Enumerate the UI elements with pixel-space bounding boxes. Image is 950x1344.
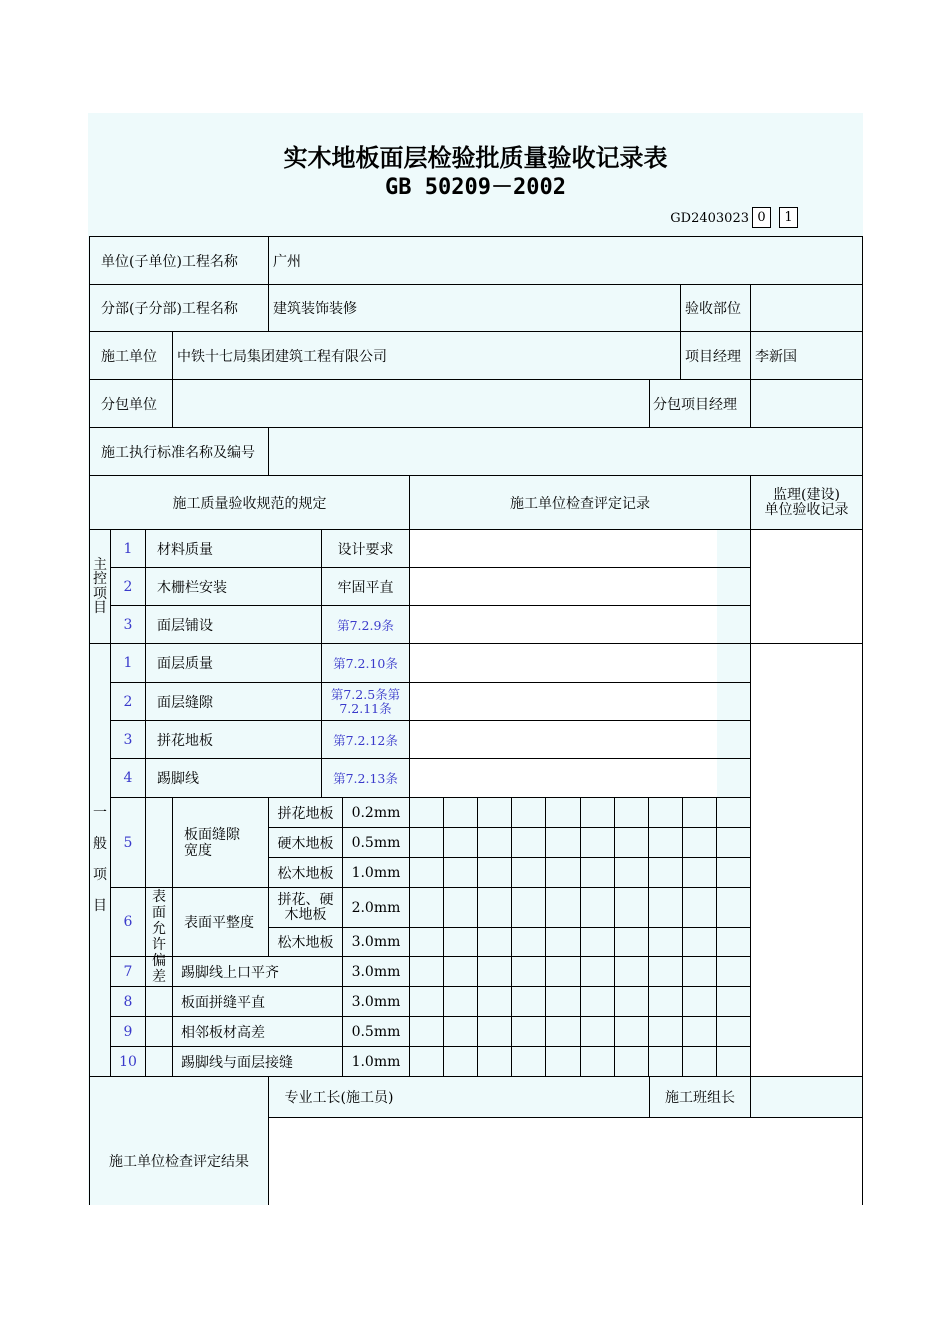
main-item-req: 第7.2.9条 <box>337 617 394 633</box>
rule <box>716 797 717 1077</box>
unit-name-value[interactable]: 广州 <box>273 253 301 270</box>
general-item-req-line1: 第7.2.5条第 <box>330 686 401 702</box>
general-items-label-char: 般 <box>93 835 107 852</box>
sub-pm-label: 分包项目经理 <box>653 396 737 413</box>
general-item-req-line2: 7.2.11条 <box>339 700 392 716</box>
other-item-name: 踢脚线上口平齐 <box>181 964 279 981</box>
main-item-req: 设计要求 <box>337 541 394 558</box>
main-item-no: 1 <box>123 540 133 557</box>
item5-type: 硬木地板 <box>277 835 334 852</box>
form-title: 实木地板面层检验批质量验收记录表 <box>283 143 668 172</box>
main-items-label-char: 主 <box>93 556 107 573</box>
other-item-name: 踢脚线与面层接缝 <box>181 1054 293 1071</box>
rule <box>680 284 681 380</box>
general-items-label-char: 一 <box>93 804 107 821</box>
general-item-no: 3 <box>123 731 133 748</box>
form-code: GD2403023 <box>670 210 749 226</box>
other-item-value: 1.0mm <box>351 1053 401 1070</box>
general-item-no: 4 <box>123 770 133 786</box>
supervisor-header-line2: 单位验收记录 <box>764 501 849 518</box>
other-item-name: 相邻板材高差 <box>181 1024 265 1041</box>
rule <box>862 236 863 1205</box>
general-items-label <box>90 797 110 922</box>
general-items-label-char: 目 <box>93 897 107 914</box>
rule <box>614 797 615 1077</box>
general-item-req: 第7.2.13条 <box>333 771 398 786</box>
other-item-value: 3.0mm <box>351 963 401 980</box>
pm-value[interactable]: 李新国 <box>755 348 797 365</box>
tolerance-label-char: 面 <box>152 905 166 921</box>
rule <box>268 427 269 476</box>
rule <box>545 797 546 1077</box>
rule <box>477 797 478 1077</box>
rule <box>649 379 650 428</box>
form-standard: GB 50209－2002 <box>385 175 566 200</box>
item5-name <box>184 798 268 887</box>
main-items-label-char: 控 <box>93 571 107 587</box>
other-item-no: 10 <box>119 1053 137 1070</box>
general-item-req: 第7.2.10条 <box>333 656 398 671</box>
main-item-no: 2 <box>123 578 133 595</box>
contractor-value[interactable]: 中铁十七局集团建筑工程有限公司 <box>177 348 387 365</box>
item6-name: 表面平整度 <box>184 915 254 931</box>
pm-label: 项目经理 <box>685 348 741 365</box>
item6-type: 松木地板 <box>277 935 334 951</box>
rule <box>580 797 581 1077</box>
tolerance-label <box>146 887 172 987</box>
tolerance-label-char: 表 <box>152 889 166 905</box>
record-header: 施工单位检查评定记录 <box>510 495 650 512</box>
code-box-1[interactable]: 0 <box>752 207 771 228</box>
general-item-name: 踢脚线 <box>157 771 199 787</box>
tolerance-label-char: 允 <box>152 921 166 937</box>
result-label: 施工单位检查评定结果 <box>109 1154 249 1170</box>
standard-label: 施工执行标准名称及编号 <box>101 444 255 461</box>
code-box-2[interactable]: 1 <box>779 207 798 228</box>
team-leader-value[interactable] <box>751 1077 862 1117</box>
item6-type <box>269 888 342 927</box>
sub-name-value[interactable]: 建筑装饰装修 <box>273 301 357 317</box>
supervisor-header-line1: 监理(建设) <box>773 486 840 503</box>
item5-type: 松木地板 <box>277 865 334 882</box>
item5-name-line1: 板面缝隙 <box>184 826 240 843</box>
rule <box>682 797 683 1077</box>
general-item-name: 面层质量 <box>157 656 213 672</box>
general-item-req <box>322 683 409 720</box>
item5-no: 5 <box>123 834 133 851</box>
main-item-no: 3 <box>123 616 133 633</box>
tolerance-label-char: 许 <box>152 937 166 953</box>
unit-name-label: 单位(子单位)工程名称 <box>101 253 238 270</box>
supervisor-header <box>751 476 862 529</box>
item5-value: 0.2mm <box>351 804 401 821</box>
other-item-no: 7 <box>123 963 133 980</box>
foreman-label: 专业工长(施工员) <box>284 1090 394 1106</box>
item6-value: 2.0mm <box>351 899 401 916</box>
team-leader-label: 施工班组长 <box>665 1090 735 1106</box>
other-item-name: 板面拼缝平直 <box>181 994 265 1011</box>
spec-header: 施工质量验收规范的规定 <box>172 495 327 512</box>
general-items-label-char: 项 <box>93 866 107 883</box>
item5-name-line2: 宽度 <box>184 842 212 859</box>
white-box-supervisor <box>751 530 863 1077</box>
main-items-label-char: 目 <box>93 600 107 616</box>
subcontractor-label: 分包单位 <box>101 396 157 413</box>
general-item-name: 拼花地板 <box>157 732 213 749</box>
main-item-name: 木栅栏安装 <box>157 579 227 596</box>
other-item-no: 8 <box>123 993 133 1010</box>
main-item-name: 面层铺设 <box>157 617 213 634</box>
foreman-value[interactable] <box>410 1077 649 1117</box>
rule <box>648 797 649 1077</box>
main-items-label <box>90 530 110 643</box>
main-item-name: 材料质量 <box>157 541 213 558</box>
rule <box>172 797 173 1077</box>
main-items-label-char: 项 <box>93 585 107 602</box>
rule <box>409 529 410 1077</box>
contractor-label: 施工单位 <box>101 348 157 365</box>
rule <box>268 236 269 332</box>
item5-value: 1.0mm <box>351 864 401 881</box>
item6-type-line2: 木地板 <box>284 906 327 923</box>
rule <box>750 284 751 428</box>
other-item-value: 3.0mm <box>351 993 401 1010</box>
accept-part-label: 验收部位 <box>685 301 741 317</box>
item6-no: 6 <box>123 914 133 930</box>
rule <box>511 797 512 1077</box>
general-item-name: 面层缝隙 <box>157 694 213 711</box>
rule <box>443 797 444 1077</box>
general-item-no: 2 <box>123 693 133 710</box>
tolerance-label-char: 差 <box>152 969 166 985</box>
tolerance-label-char: 偏 <box>152 953 166 969</box>
rule <box>172 331 173 428</box>
main-item-req: 牢固平直 <box>337 579 394 596</box>
general-item-req: 第7.2.12条 <box>333 732 398 748</box>
other-item-no: 9 <box>123 1023 133 1040</box>
item6-value: 3.0mm <box>351 934 401 950</box>
item6-type-line1: 拼花、硬 <box>277 891 334 908</box>
other-item-value: 0.5mm <box>351 1023 401 1040</box>
sub-name-label: 分部(子分部)工程名称 <box>101 301 238 317</box>
item5-value: 0.5mm <box>351 834 401 851</box>
result-content[interactable] <box>269 1118 862 1205</box>
item5-type: 拼花地板 <box>277 805 334 822</box>
general-item-no: 1 <box>123 655 133 671</box>
